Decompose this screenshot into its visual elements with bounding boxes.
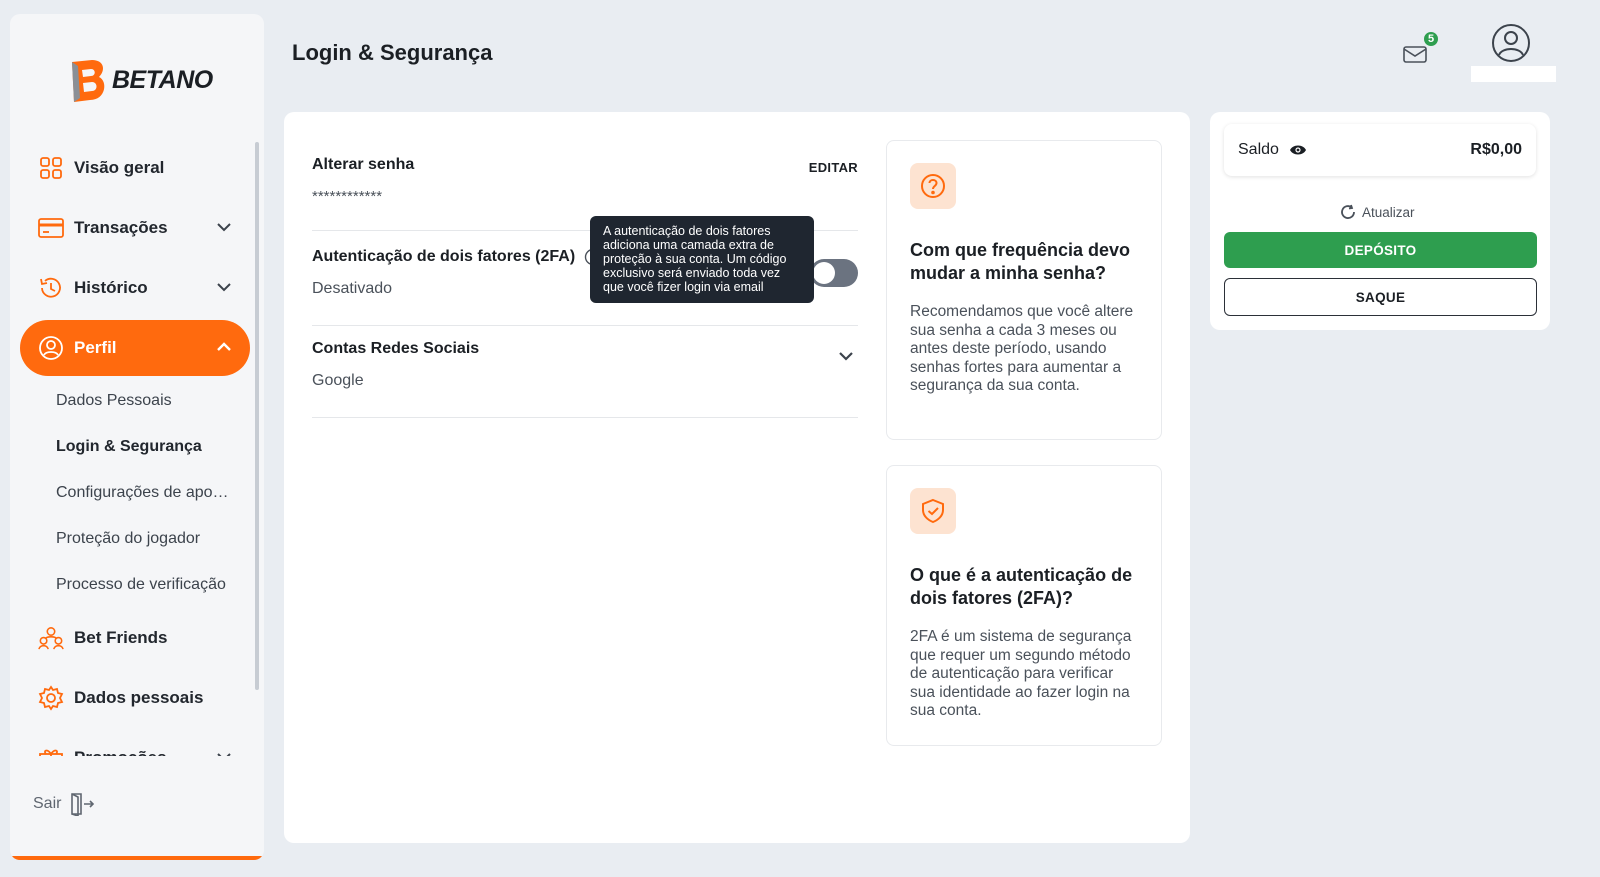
toggle-knob <box>813 262 835 284</box>
eye-icon[interactable] <box>1289 144 1307 156</box>
history-icon <box>38 275 64 301</box>
sidebar-item-visao-geral[interactable] <box>20 138 250 198</box>
sidebar-nav <box>20 138 250 788</box>
info-card-title: Com que frequência devo mudar a minha senha? <box>910 240 1131 283</box>
sidebar-subitem-configuracoes[interactable]: Configurações de apo… <box>56 484 229 501</box>
social-row[interactable] <box>312 340 858 418</box>
gear-icon <box>38 685 64 711</box>
refresh-balance-button[interactable] <box>1340 204 1415 220</box>
sidebar <box>10 14 264 860</box>
social-title: Contas Redes Sociais <box>312 340 480 357</box>
sidebar-item-historico[interactable] <box>20 258 250 318</box>
sidebar-scrollbar[interactable] <box>255 142 259 690</box>
user-name-placeholder <box>1471 66 1556 82</box>
password-value: ************ <box>312 188 383 205</box>
deposit-button[interactable]: DEPÓSITO <box>1224 232 1537 268</box>
logout-icon <box>69 792 95 816</box>
user-circle-icon <box>38 335 64 361</box>
sidebar-item-label: Dados pessoais <box>74 688 204 707</box>
sidebar-item-label: Bet Friends <box>74 628 168 647</box>
twofa-title: Autenticação de dois fatores (2FA) <box>312 248 576 266</box>
grid-icon <box>38 155 64 181</box>
sidebar-item-label: Perfil <box>74 338 117 357</box>
twofa-toggle[interactable] <box>810 259 858 287</box>
chevron-up-icon <box>216 339 232 357</box>
sidebar-subitem-protecao[interactable]: Proteção do jogador <box>56 530 201 547</box>
balance-panel <box>1210 112 1550 330</box>
sidebar-subitem-login-seguranca[interactable]: Login & Segurança <box>56 438 202 455</box>
twofa-status: Desativado <box>312 280 393 298</box>
sidebar-subitem-dados-pessoais[interactable]: Dados Pessoais <box>56 392 172 409</box>
page-title: Login & Segurança <box>292 40 493 65</box>
chevron-down-icon[interactable] <box>838 348 854 366</box>
sidebar-item-bet-friends[interactable] <box>20 608 250 668</box>
sidebar-subitem-verificacao[interactable]: Processo de verificação <box>56 576 226 593</box>
withdraw-button[interactable]: SAQUE <box>1224 278 1537 316</box>
info-card-text: 2FA é um sistema de segurança que requer um segundo método de autenticação para verificar sua identidade ao fazer login na sua conta. <box>910 628 1132 719</box>
question-icon <box>910 163 956 209</box>
betano-logo-icon <box>66 56 110 104</box>
sidebar-scroll-fade <box>20 756 264 770</box>
chevron-down-icon <box>216 279 232 297</box>
balance-label: Saldo <box>1238 141 1279 158</box>
balance-label-wrap <box>1238 141 1307 159</box>
refresh-icon <box>1340 204 1356 220</box>
chevron-down-icon <box>216 219 232 237</box>
refresh-label: Atualizar <box>1362 204 1415 220</box>
sidebar-item-label: Transações <box>74 218 168 237</box>
sidebar-item-perfil[interactable] <box>20 320 250 376</box>
friends-icon <box>38 625 64 651</box>
social-value: Google <box>312 372 364 389</box>
notification-badge: 5 <box>1422 30 1440 48</box>
info-card-password <box>886 140 1162 440</box>
brand-name: BETANO <box>112 65 213 94</box>
shield-check-icon <box>910 488 956 534</box>
sidebar-accent-bar <box>10 856 264 860</box>
balance-box <box>1224 124 1536 176</box>
logout-label: Sair <box>33 795 62 812</box>
sidebar-item-label: Histórico <box>74 278 148 297</box>
sidebar-item-transacoes[interactable] <box>20 198 250 258</box>
info-card-2fa <box>886 465 1162 746</box>
logout-button[interactable] <box>33 792 95 816</box>
messages-button[interactable] <box>1400 33 1436 68</box>
card-icon <box>38 215 64 241</box>
twofa-tooltip: A autenticação de dois fatores adiciona uma camada extra de proteção à sua conta. Um código exclusivo será enviado toda vez que você fizer login via email <box>590 216 814 303</box>
sidebar-item-dados-pessoais[interactable] <box>20 668 250 728</box>
sidebar-item-label: Visão geral <box>74 158 165 177</box>
password-title: Alterar senha <box>312 156 415 173</box>
betano-logo[interactable] <box>66 56 213 104</box>
balance-value: R$0,00 <box>1470 141 1522 158</box>
user-menu-button[interactable] <box>1490 22 1532 64</box>
user-avatar-icon <box>1490 22 1532 64</box>
info-card-title: O que é a autenticação de dois fatores (2FA)? <box>910 565 1133 608</box>
info-card-text: Recomendamos que você altere sua senha a cada 3 meses ou antes deste período, usando senhas fortes para aumentar a segurança da sua conta. <box>910 303 1134 394</box>
edit-password-button[interactable]: EDITAR <box>808 160 858 175</box>
